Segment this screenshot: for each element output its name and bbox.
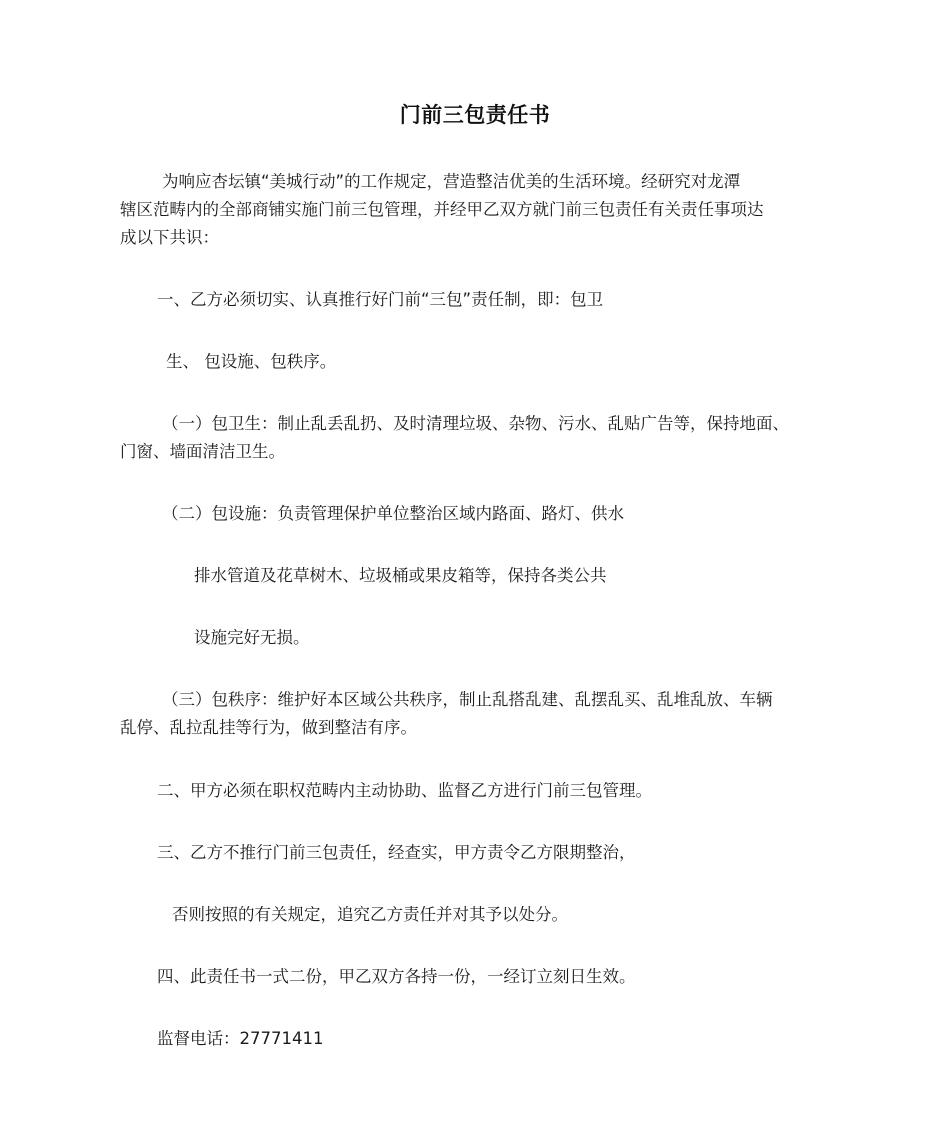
sub-item-1-line-2: 门窗、墙面清洁卫生。 <box>120 442 285 461</box>
sub-item-3-line-1: （三）包秩序：维护好本区域公共秩序，制止乱搭乱建、乱摆乱买、乱堆乱放、车辆 <box>162 690 773 709</box>
intro-line-3: 成以下共识： <box>120 228 219 247</box>
item-3-line-1: 三、乙方不推行门前三包责任，经查实，甲方责令乙方限期整治， <box>157 843 636 862</box>
sub-item-2-line-1: （二）包设施：负责管理保护单位整治区域内路面、路灯、供水 <box>162 504 624 523</box>
item-4: 四、此责任书一式二份，甲乙双方各持一份，一经订立刻日生效。 <box>157 967 636 986</box>
item-1-line-1: 一、乙方必须切实、认真推行好门前“三包”责任制，即：包卫 <box>157 290 604 309</box>
intro-line-2: 辖区范畴内的全部商铺实施门前三包管理，并经甲乙双方就门前三包责任有关责任事项达 <box>120 200 764 219</box>
sub-item-1-line-1: （一）包卫生：制止乱丢乱扔、及时清理垃圾、杂物、污水、乱贴广告等，保持地面、 <box>162 414 789 433</box>
intro-line-1: 为响应杏坛镇“美城行动”的工作规定，营造整洁优美的生活环境。经研究对龙潭 <box>162 172 741 191</box>
item-2: 二、甲方必须在职权范畴内主动协助、监督乙方进行门前三包管理。 <box>157 781 652 800</box>
sub-item-3-line-2: 乱停、乱拉乱挂等行为，做到整洁有序。 <box>120 718 417 737</box>
sub-item-2-line-2: 排水管道及花草树木、垃圾桶或果皮箱等，保持各类公共 <box>194 566 607 585</box>
item-3-line-2: 否则按照的有关规定，追究乙方责任并对其予以处分。 <box>172 905 568 924</box>
supervision-hotline: 监督电话：27771411 <box>157 1029 324 1048</box>
document-title: 门前三包责任书 <box>399 103 551 127</box>
item-1-line-2: 生、 包设施、包秩序。 <box>166 352 337 371</box>
sub-item-2-line-3: 设施完好无损。 <box>194 628 310 647</box>
